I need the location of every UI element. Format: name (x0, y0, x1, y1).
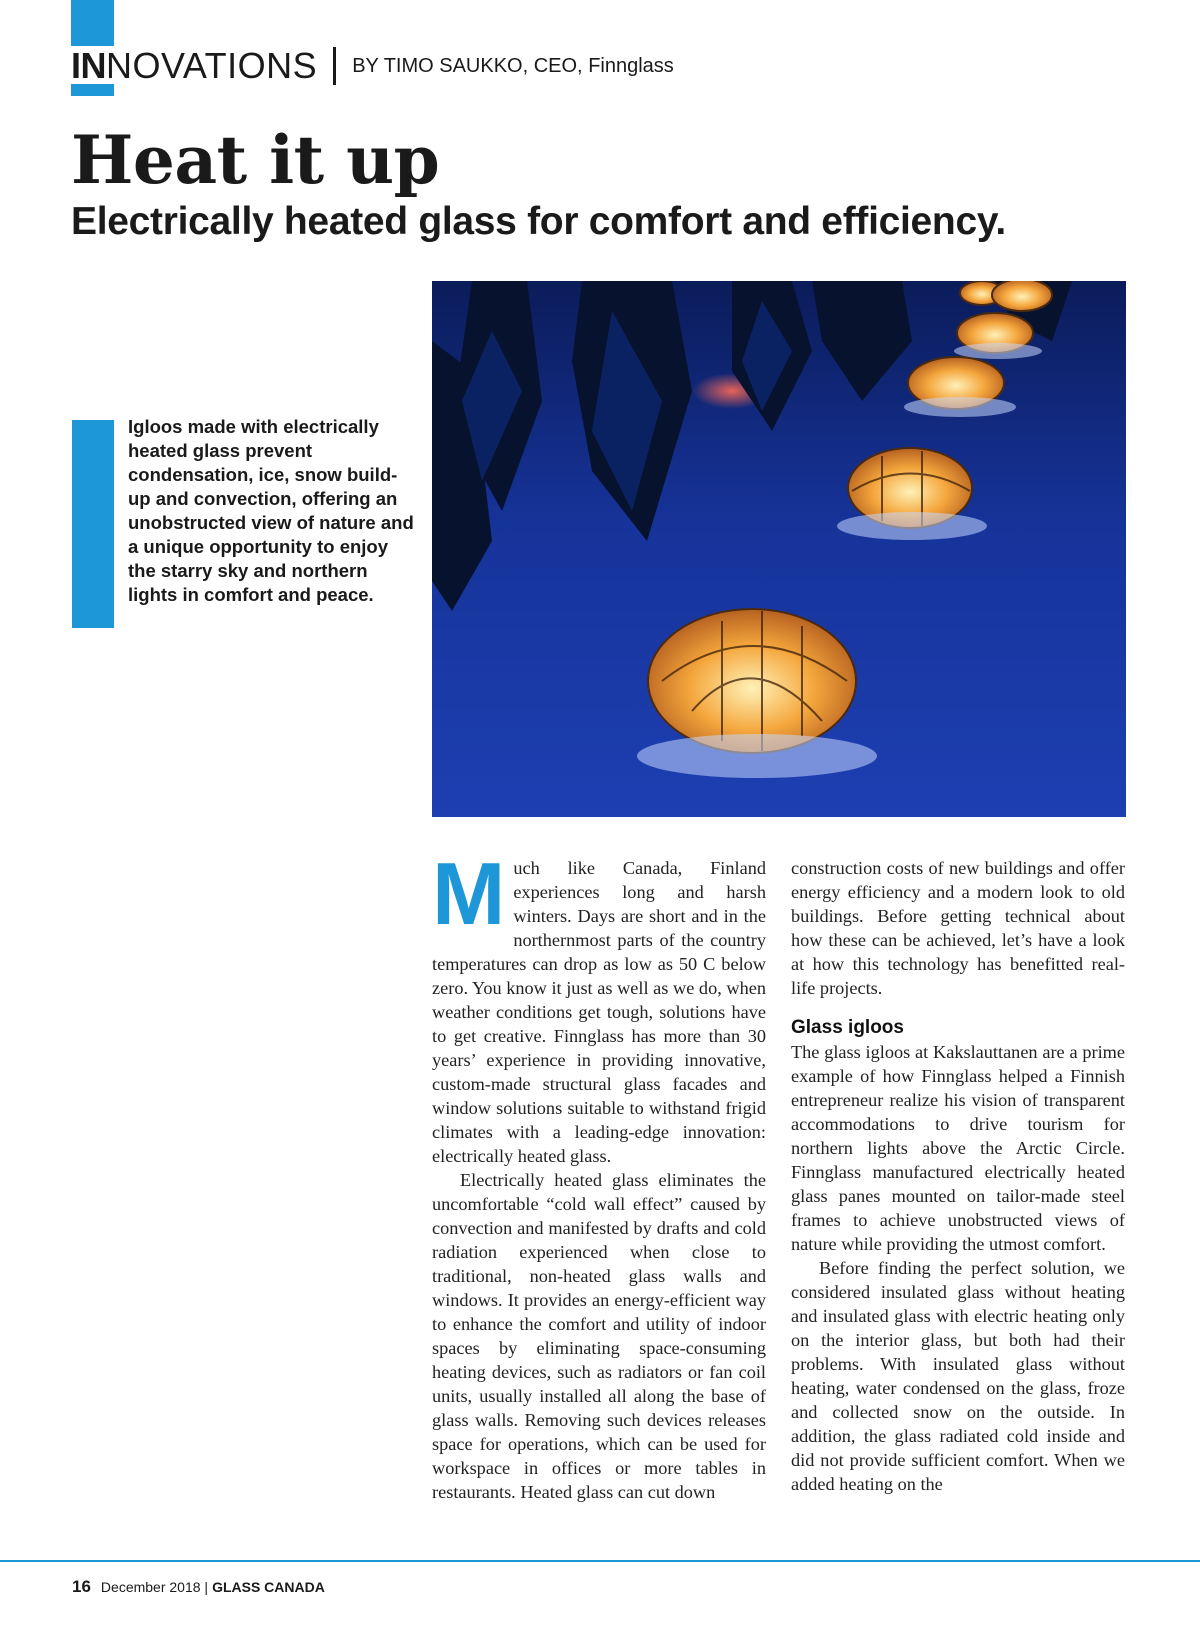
glass-igloos-photo (432, 281, 1126, 817)
paragraph-2: Electrically heated glass eliminates the uncomfortable “cold wall effect” caused by convection and manifested by drafts and cold radiation experienced when close to traditional, non-heated glass walls and windows. It provides an energy-efficient way to enhance the comfort and utility of indoor spaces by eliminating space-consuming heating devices, such as radiators or fan coil units, usually installed all along the base of glass walls. Removing such devices releases space for operations, which can be used for workspace in offices or more tables in restaurants. Heated glass can cut down (432, 1170, 766, 1502)
pull-quote: Igloos made with electrically heated glass prevent condensation, ice, snow build-up and convection, offering an unobstructed view of nature and a unique opportunity to enjoy the starry sky and northern lights in comfort and peace. (128, 416, 414, 605)
paragraph-4: The glass igloos at Kakslauttanen are a prime example of how Finnglass helped a Finnish entrepreneur realize his vision of transparent accommodations to drive tourism for northern lights above the Arctic Circle. Finnglass manufactured electrically heated glass panes mounted on tailor-made steel frames to achieve unobstructed views of nature while providing the utmost comfort. (791, 1042, 1125, 1254)
section-header (71, 44, 674, 88)
paragraph-3: construction costs of new buildings and offer energy efficiency and a modern look to old buildings. Before getting technical about how these can be achieved, let’s have a look at how this technology has benefitted real-life projects. (791, 858, 1125, 998)
issue-date: December 2018 | (100, 1579, 209, 1595)
header-divider (333, 47, 336, 85)
paragraph-5: Before finding the perfect solution, we considered insulated glass without heating and insulated glass with electric heating only on the interior glass, but both had their problems. With insulated glass without heating, water condensed on the glass, froze and collected snow on the outside. In addition, the glass radiated cold inside and did not provide sufficient comfort. When we added heating on the (791, 1258, 1125, 1494)
section-accent-bar-top (71, 0, 114, 46)
page-footer (72, 1577, 325, 1597)
article-title: Heat it up (71, 121, 440, 199)
footer-rule (0, 1560, 1200, 1562)
publication-name: GLASS CANADA (212, 1579, 325, 1595)
page-number: 16 (72, 1577, 91, 1596)
drop-cap: M (432, 844, 506, 943)
pull-quote-bar (72, 420, 114, 628)
byline (352, 55, 674, 78)
byline-author: BY TIMO SAUKKO, CEO, (352, 54, 589, 77)
byline-company: Finnglass (588, 54, 674, 77)
article-column-left (432, 844, 766, 1504)
article-subtitle: Electrically heated glass for comfort and efficiency. (71, 200, 1006, 243)
section-name-rest: NOVATIONS (106, 45, 318, 86)
section-name-lead: IN (71, 45, 106, 86)
section-subhead: Glass igloos (791, 1017, 904, 1038)
paragraph-1 (432, 844, 766, 1168)
hero-photo (432, 281, 1126, 817)
article-column-right (791, 856, 1125, 1496)
paragraph-1-text: uch like Canada, Finland experiences long and harsh winters. Days are short and in the northernmost parts of the country temperatures can drop as low as 50 C below zero. You know it just as well as we do, when weather conditions get tough, solutions have to get creative. Finnglass has more than 30 years’ experience in providing innovative, custom-made structural glass facades and window solutions suitable to withstand frigid climates with a leading-edge innovation: electrically heated glass. (432, 858, 766, 1166)
